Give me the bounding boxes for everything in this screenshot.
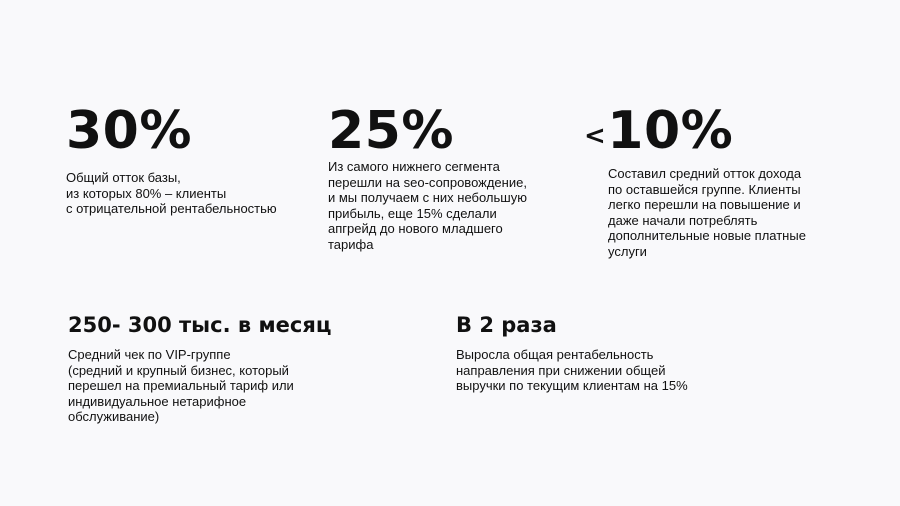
stat-block-profitability [456, 315, 716, 394]
stat-block-churn [66, 101, 306, 217]
stat-description: Выросла общая рентабельность направления при снижении общей выручки по текущим клиентам на 15% [456, 347, 688, 393]
stat-value: 25% [328, 101, 454, 161]
stat-value: 10% [607, 101, 734, 161]
stat-block-income-churn [584, 101, 838, 259]
stat-block-seo [328, 101, 558, 252]
stat-value: 250- 300 тыс. в месяц [68, 313, 332, 337]
less-than-prefix: < [584, 121, 607, 151]
stat-description: Средний чек по VIP-группе (средний и крупный бизнес, который перешел на премиальный тариф или индивидуальное нетарифное обслуживание) [68, 347, 294, 424]
stat-value-line [584, 101, 838, 161]
stat-value: 30% [66, 101, 192, 161]
stat-description: Составил средний отток дохода по оставшейся группе. Клиенты легко перешли на повышение и даже начали потреблять дополнительные новые платные услуги [608, 166, 806, 259]
stat-value: В 2 раза [456, 313, 557, 337]
stat-block-vip-check [68, 315, 331, 425]
stat-description: Общий отток базы, из которых 80% – клиенты с отрицательной рентабельностью [66, 170, 277, 216]
stat-description: Из самого нижнего сегмента перешли на seo-сопровождение, и мы получаем с них небольшую прибыль, еще 15% сделали апгрейд до нового младшего тарифа [328, 159, 527, 252]
